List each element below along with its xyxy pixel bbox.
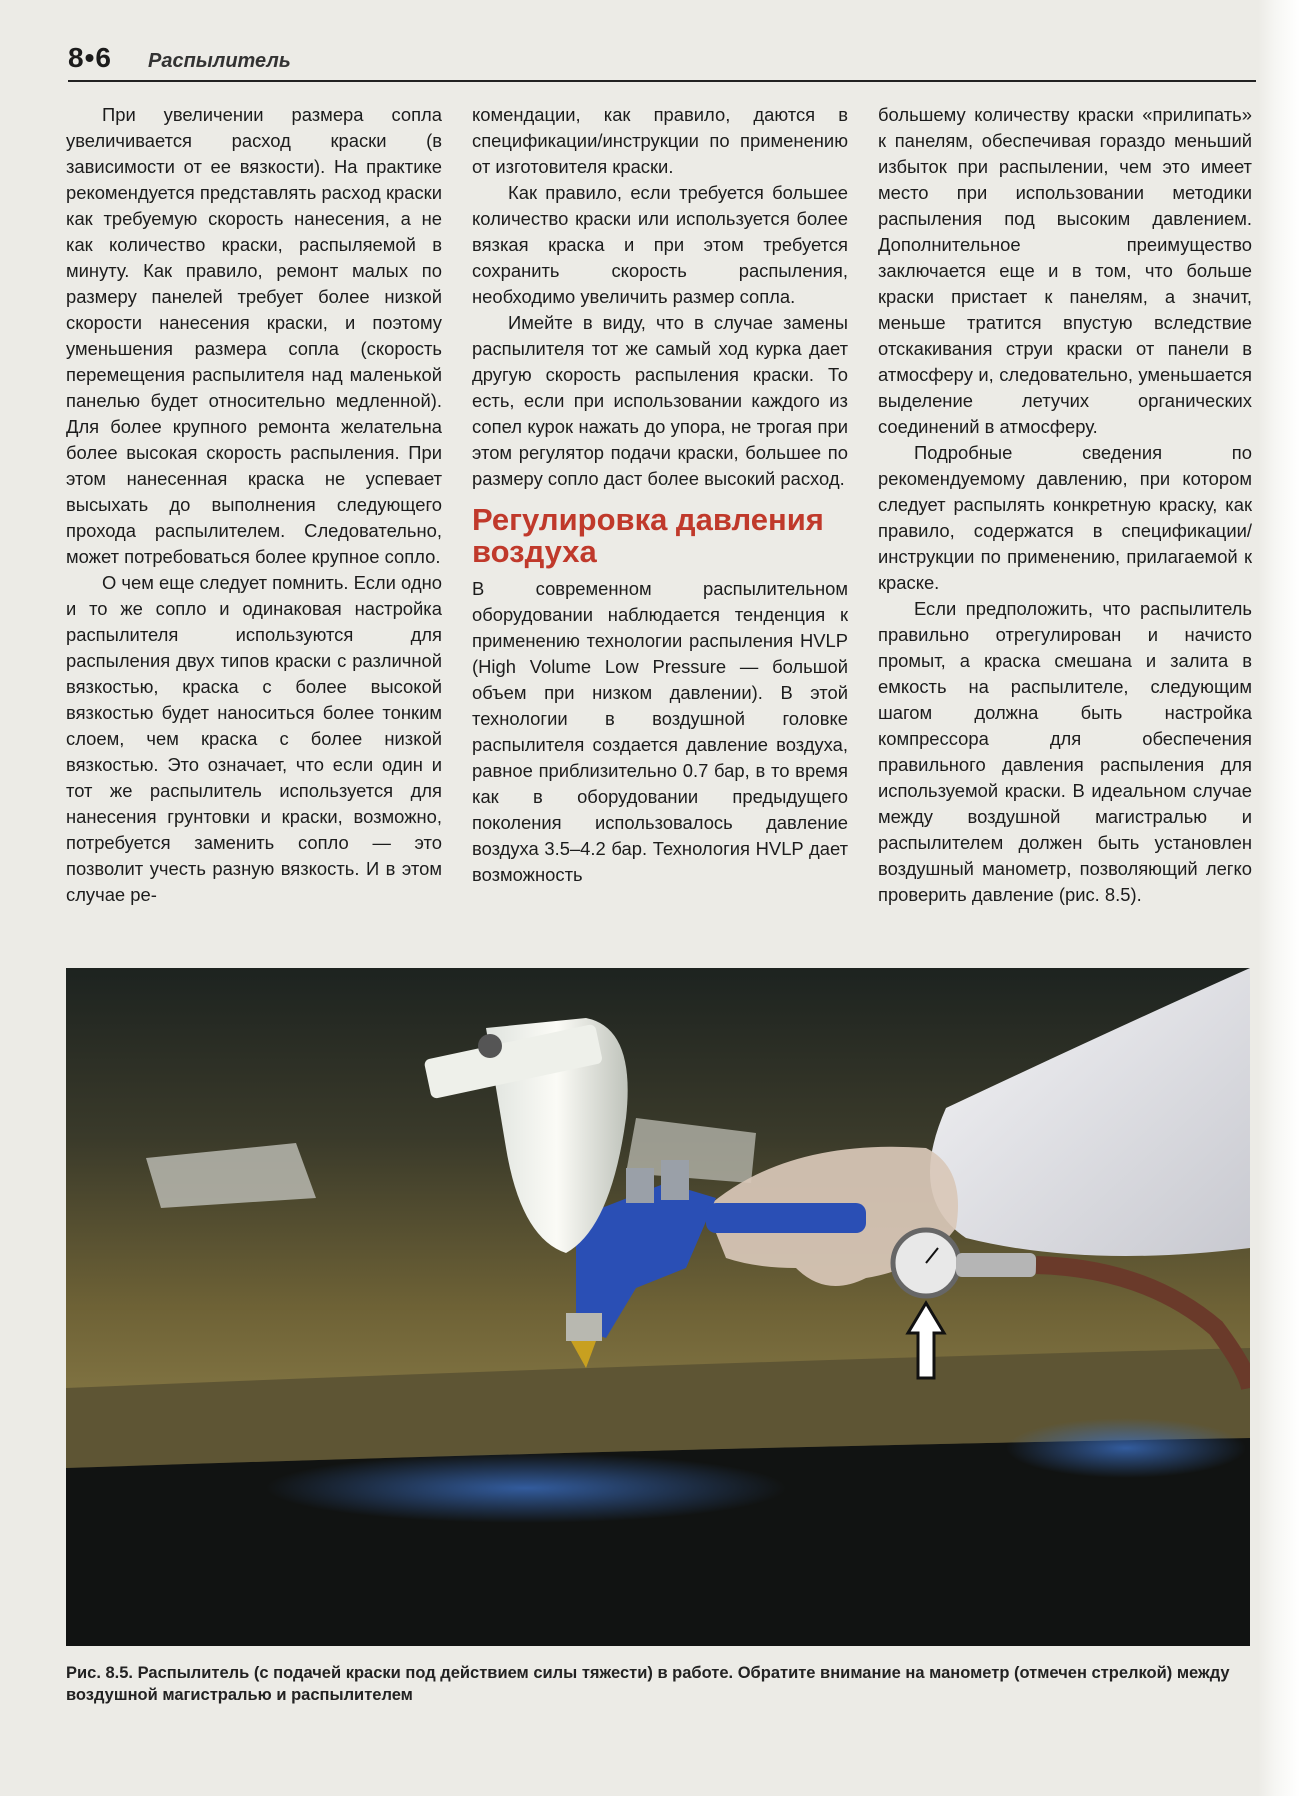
paragraph: большему количеству краски «прилипать» к панелям, обеспечивая гораздо меньший избыток при распылении, чем это имеет место при использовании методики распыления под высоким давлением. Дополнительное преимущество заключается еще и в том, что больше краски пристает к панелям, а значит, меньше тратится впустую вследствие отскакивания струи краски от панели в атмосферу и, следовательно, уменьшается выделение летучих органических соединений в атмосферу. <box>878 104 1252 437</box>
paragraph: При увеличении размера сопла увеличивается расход краски (в зависимости от ее вязкости). На практике рекомендуется представлять расход краски как требуемую скорость нанесения, а не как количество краски, распыляемой в минуту. Как правило, ремонт малых по размеру панелей требует более низкой скорости нанесения краски, и поэтому уменьшения размера сопла (скорость перемещения распылителя над маленькой панелью будет относительно медленной). Для более крупного ремонта желательна более высокая скорость распыления. При этом нанесенная краска не успевает высыхать до выполнения следующего прохода распылителем. Следовательно, может потребоваться более крупное сопло. <box>66 104 442 567</box>
paragraph: В современном распылительном оборудовании наблюдается тенденция к применению технологии распыления HVLP (High Volume Low Pressure — большой объем при низком давлении). В этой технологии в воздушной головке распылителя создается давление воздуха, равное приблизительно 0.7 бар, в то время как в оборудовании предыдущего поколения использовалось давление воздуха 3.5–4.2 бар. Технология HVLP дает возможность <box>472 578 848 885</box>
section-heading: Регулировка давления воздуха <box>472 502 824 569</box>
paragraph: О чем еще следует помнить. Если одно и то же сопло и одинаковая настройка распылителя используются для распыления двух типов краски с различной вязкостью, краска с более высокой вязкостью будет наноситься более тонким слоем, чем краска с более низкой вязкостью. Это означает, что если один и тот же распылитель используется для нанесения грунтовки и краски, возможно, потребуется заменить сопло — это позволит учесть разную вязкость. И в этом случае ре- <box>66 572 442 905</box>
figure-photo-spray-gun <box>66 968 1250 1646</box>
paragraph: Как правило, если требуется большее количество краски или используется более вязкая краска и при этом требуется сохранить скорость распыления, необходимо увеличить размер сопла. <box>472 182 848 307</box>
text-column-1 <box>66 102 442 908</box>
chapter-title: Распылитель <box>148 50 291 72</box>
paragraph: Имейте в виду, что в случае замены распылителя тот же самый ход курка дает другую скорость распыления краски. То есть, если при использовании каждого из сопел курок нажать до упора, не трогая при этом регулятор подачи краски, большее по размеру сопло даст более высокий расход. <box>472 312 848 489</box>
paragraph: Подробные сведения по рекомендуемому давлению, при котором следует распылять конкретную краску, как правило, содержатся в спецификации/инструкции по применению, прилагаемой к краске. <box>878 442 1252 593</box>
figure-caption: Рис. 8.5. Распылитель (с подачей краски под действием силы тяжести) в работе. Обратите внимание на манометр (отмечен стрелкой) между воздушной магистралью и распылителем <box>66 1664 1230 1704</box>
paragraph: комендации, как правило, даются в спецификации/инструкции по применению от изготовителя краски. <box>472 104 848 177</box>
page-header <box>68 40 1256 82</box>
page-edge-shadow <box>1258 0 1300 1796</box>
page-number: 8•6 <box>68 42 112 73</box>
text-column-2 <box>472 102 848 888</box>
text-column-3 <box>878 102 1252 908</box>
paragraph: Если предположить, что распылитель правильно отрегулирован и начисто промыт, а краска смешана и залита в емкость на распылителе, следующим шагом должна быть настройка компрессора для обеспечения правильного давления распыления для используемой краски. В идеальном случае между воздушной магистралью и распылителем должен быть установлен воздушный манометр, позволяющий легко проверить давление (рис. 8.5). <box>878 598 1252 905</box>
